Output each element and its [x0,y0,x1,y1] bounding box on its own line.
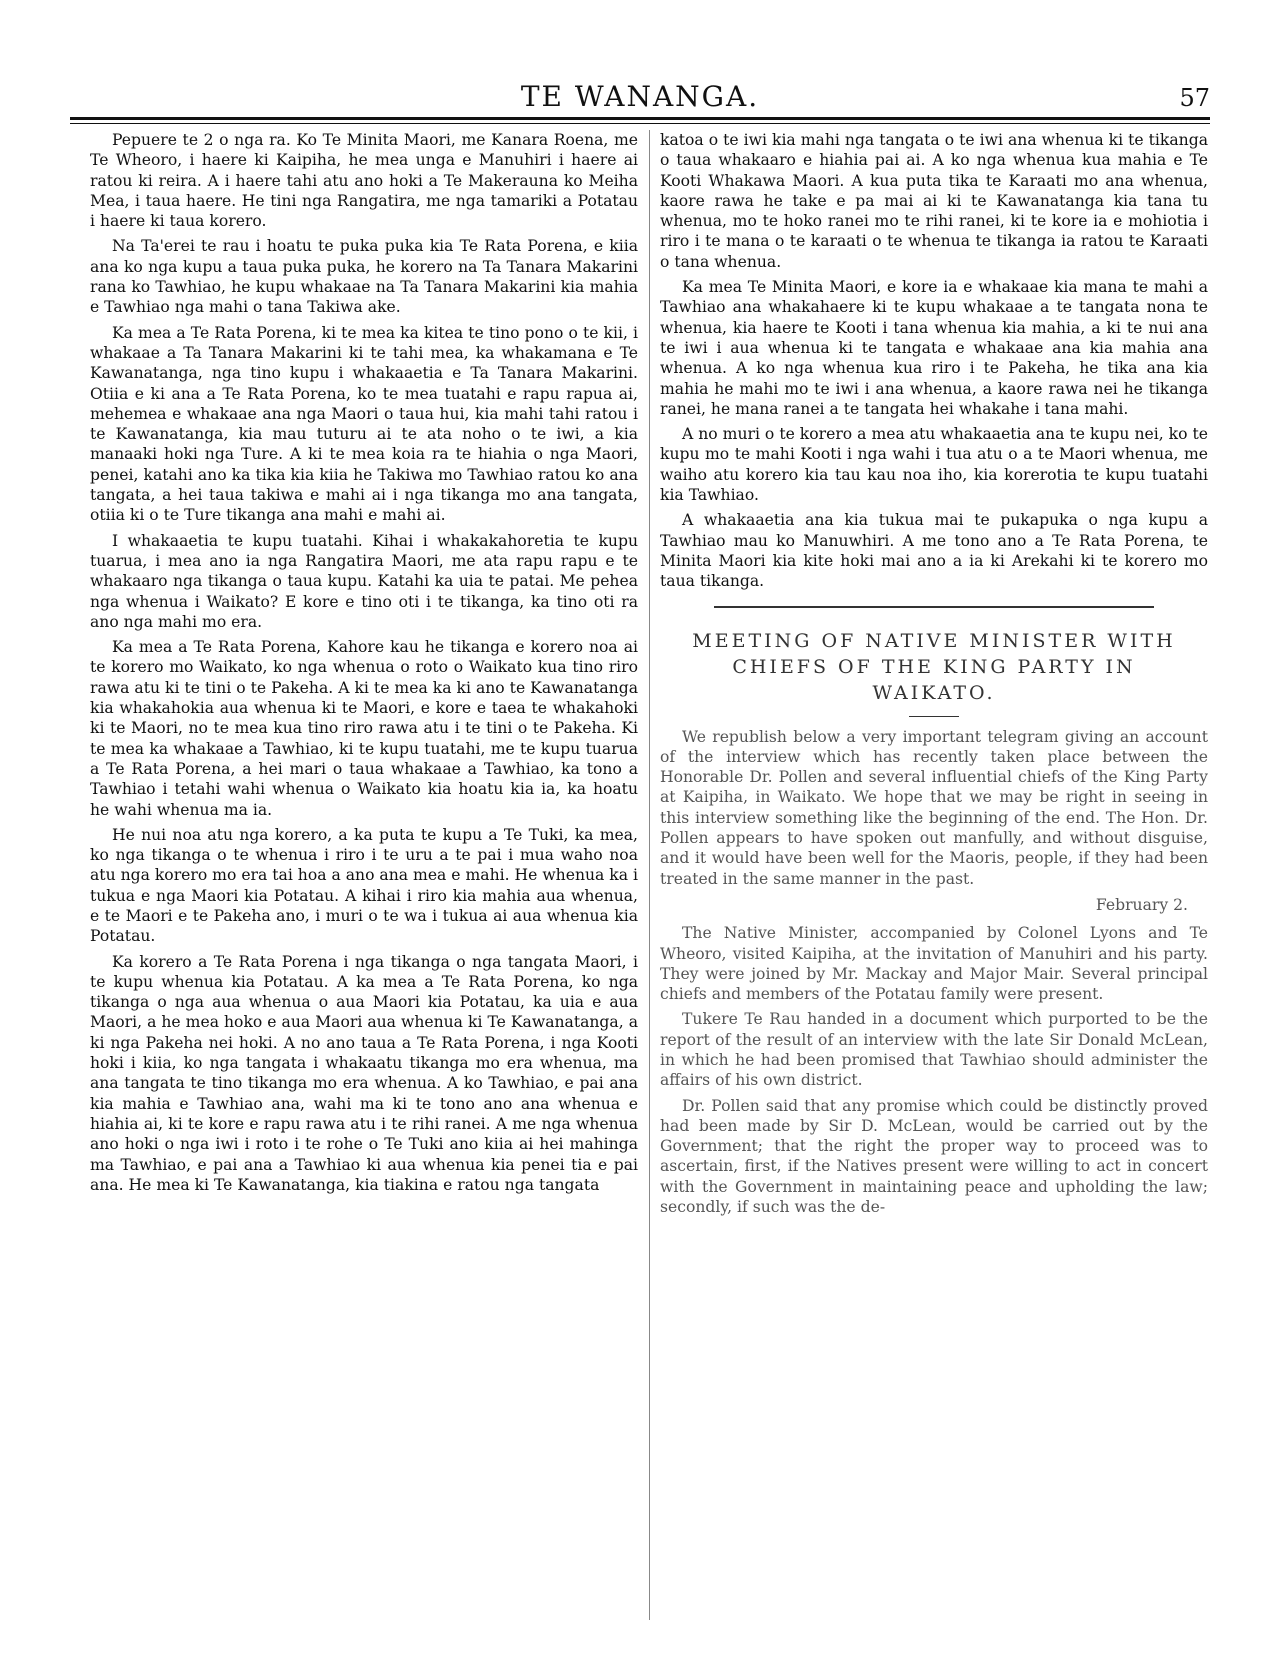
header-rule-thin [70,123,1210,124]
left-paragraph: Ka mea a Te Rata Porena, ki te mea ka kitea te tino pono o te kii, i whakaae a Ta Tanara Makarini ki te tahi mea, ka whakamana e Te Kawanatanga, nga tino kupu i whakaaetia e Ta Tanara Makarini. Otiia e ki ana a Te Rata Porena, ko te mea tuatahi e rapu rapua ai, mehemea e whakaae ana nga Maori o taua hui, kia mahi tahi ratou i te Kawanatanga, kia mau tuturu ai te ata noho o te iwi, a kia manaaki hoki nga Ture. A ki te mea koia ra te hiahia o nga Maori, penei, katahi ano ka tika kia kiia he Takiwa mo Tawhiao ratou ko ana tangata, a hei taua takiwa e mahi ai i nga tikanga mo ana tangata, otiia ki o te Ture tikanga ana mahi e mahi ai. [90,323,638,525]
heading-rule [909,716,959,717]
english-paragraph: Tukere Te Rau handed in a document which purported to be the report of the result of an interview with the late Sir Donald McLean, in which he had been promised that Tawhiao should administer the affairs of his own district. [660,1010,1208,1090]
page-number: 57 [1179,84,1210,112]
english-paragraph: The Native Minister, accompanied by Colonel Lyons and Te Wheoro, visited Kaipiha, at the invitation of Manuhiri and his party. They were joined by Mr. Mackay and Major Mair. Several principal chiefs and members of the Potatau family were present. [660,924,1208,1004]
right-paragraph: A no muri o te korero a mea atu whakaaetia ana te kupu nei, ko te kupu mo te mahi Kooti i nga wahi i tua atu o a te Maori whenua, me waiho atu korero kia tau kau noa iho, kia korerotia te kupu tuatahi kia Tawhiao. [660,425,1208,505]
left-paragraph: He nui noa atu nga korero, a ka puta te kupu a Te Tuki, ka mea, ko nga tikanga o te whenua i riro i te uru a te pai i mua waho noa atu nga korero mo era tai hoa a ano ana mea e mahi. He whenua ka i tukua e nga Maori kia Potatau. A kihai i riro kia mahia aua whenua, e te Maori e te Pakeha ano, i muri o te wa i tukua ai aua whenua kia Potatau. [90,825,638,946]
english-paragraph: Dr. Pollen said that any promise which could be distinctly proved had been made by Sir D. McLean, would be carried out by the Government; that the right the proper way to proceed was to ascertain, first, if the Natives present were willing to act in concert with the Government in maintaining peace and upholding the law; secondly, if such was the de- [660,1096,1208,1217]
article-heading: MEETING OF NATIVE MINISTER WITH CHIEFS OF THE KING PARTY IN WAIKATO. [692,629,1176,704]
right-paragraph: katoa o te iwi kia mahi nga tangata o te iwi ana whenua ki te tikanga o taua whakaaro e hiahia pai ai. A ko nga whenua kua mahia e Te Kooti Whakawa Maori. A kua puta tika te Karaati mo ana whenua, kaore rawa he take e pa mai ai ki te Kawanatanga kia tana tu whenua, mo te hoko ranei mo te rihi ranei, ki te kore ia e mohiotia i riro i te mana o te karaati o te whenua te tikanga ia ratou te Karaati o tana whenua. [660,131,1208,271]
left-column [90,130,638,1630]
section-divider [714,606,1154,608]
left-paragraph: Ka korero a Te Rata Porena i nga tikanga o nga tangata Maori, i te kupu whenua kia Potatau. A ka mea a Te Rata Porena, ko nga tikanga o nga aua whenua o aua Maori kia Potatau, ka uia e aua Maori, a he mea hoko e aua Maori aua whenua ki Te Kawanatanga, a ki nga Pakeha nei hoki. A no ano taua a Te Rata Porena, i nga Kooti hoki i kiia, ko nga tangata i whakaatu tikanga mo era whenua, ma ana tangata te tino tikanga mo era whenua. A ko Tawhiao, e pai ana kia mahia e Tawhiao ana, wahi ma ki te tono ano ana whenua e hiahia ai, ki te kore e rapu rawa atu i te rihi ranei. A me nga whenua ano hoki o nga iwi i roto i te rohe o Te Tuki ano kiia ai hei mahinga ma Tawhiao, e pai ana a Tawhiao ki aua whenua kia penei tia e pai ana. He mea ki Te Kawanatanga, kia tiakina e ratou nga tangata [90,952,638,1194]
left-paragraph: Ka mea a Te Rata Porena, Kahore kau he tikanga e korero noa ai te korero mo Waikato, ko nga whenua o roto o Waikato kua tino riro rawa atu ki te tini o te Pakeha. A ki te mea ka ki ano te Kawanatanga kia whakahokia aua whenua ki te Maori, e kore e taea te whakahoki ki te Maori, no te mea kua tino riro rawa atu i te tini o te Pakeha. Ki te mea ka whakaae a Tawhiao, ki te kupu tuatahi, me te kupu tuarua a Te Rata Porena, a hei mari o taua whakaae a Tawhiao, ka tono a Tawhiao i tetahi wahi whenua o Waikato kia hoatu kia ia, ka hoatu he wahi whenua ma ia. [90,638,638,819]
dateline: February 2. [1095,895,1188,914]
newspaper-title: TE WANANGA. [520,80,760,113]
right-column [660,130,1208,1630]
left-paragraph: I whakaaetia te kupu tuatahi. Kihai i whakakahoretia te kupu tuarua, i mea ano ia nga Rangatira Maori, me ata rapu rapu e te whakaaro nga tikanga o taua kupu. Katahi ka uia te patai. Me pehea nga whenua i Waikato? E kore e tino oti i te tikanga, ka tino oti ra ano nga mahi mo era. [90,531,638,631]
right-paragraph: A whakaaetia ana kia tukua mai te pukapuka o nga kupu a Tawhiao mau ko Manuwhiri. A me tono ano a Te Rata Porena, te Minita Maori kia kite hoki mai ano a ia ki Arekahi ki te korero mo taua tikanga. [660,511,1208,591]
column-divider [649,130,650,1620]
header-rule-thick [70,117,1210,120]
left-paragraph: Na Ta'erei te rau i hoatu te puka puka kia Te Rata Porena, e kiia ana ko nga kupu a taua puka puka, he korero na Ta Tanara Makarini rana ko Tawhiao, he kupu whakaae na Ta Tanara Makarini kia mahia e Tawhiao nga mahi o tana Takiwa ake. [90,237,638,317]
left-paragraph: Pepuere te 2 o nga ra. Ko Te Minita Maori, me Kanara Roena, me Te Wheoro, i haere ki Kaipiha, he mea unga e Manuhiri i haere ai ratou ki reira. A i haere tahi atu ano hoki a Te Makerauna ko Meiha Mea, i taua haere. He tini nga Rangatira, me nga tamariki a Potatau i haere ki taua korero. [90,131,638,231]
right-paragraph: Ka mea Te Minita Maori, e kore ia e whakaae kia mana te mahi a Tawhiao ana whakahaere ki te kupu whakaae a te tangata nona te whenua, kia haere te Kooti i tana whenua kia mahia, a ki te nui ana te iwi i aua whenua ki te tangata e whakaae ana kia mahia ana whenua. A ko nga whenua kua riro i te Pakeha, he tika ana kia mahia he mahi mo te iwi i ana whenua, a kaore rawa nei he tikanga ranei, he mana ranei a te tangata hei whakahe i tana mahi. [660,278,1208,418]
article-intro: We republish below a very important telegram giving an account of the interview which has recently taken place between the Honorable Dr. Pollen and several influential chiefs of the King Party at Kaipiha, in Waikato. We hope that we may be right in seeing in this interview something like the beginning of the end. The Hon. Dr. Pollen appears to have spoken out manfully, and without disguise, and it would have been well for the Maoris, people, if they had been treated in the same manner in the past. [660,727,1208,888]
masthead [70,80,1210,114]
